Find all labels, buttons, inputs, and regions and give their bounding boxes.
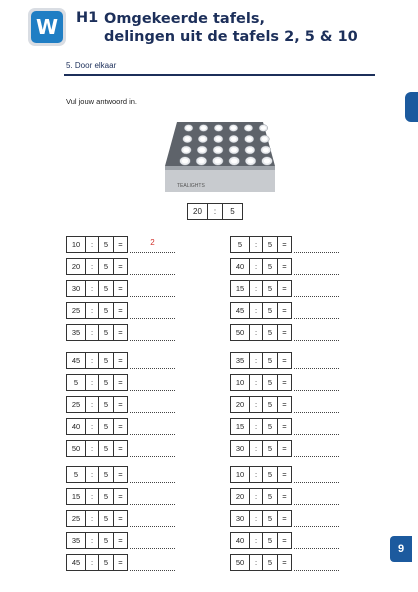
division-sign: : bbox=[85, 554, 99, 571]
division-sign: : bbox=[85, 418, 99, 435]
dividend-cell: 45 bbox=[230, 302, 250, 319]
equals-sign: = bbox=[277, 554, 292, 571]
divisor-cell: 5 bbox=[98, 466, 114, 483]
divisor-cell: 5 bbox=[262, 466, 278, 483]
tealight-wax bbox=[262, 137, 268, 141]
divisor-cell: 5 bbox=[98, 280, 114, 297]
exercise-row bbox=[66, 532, 175, 549]
dividend-cell: 15 bbox=[230, 418, 250, 435]
tealight-wax bbox=[246, 126, 251, 130]
exercise-row bbox=[66, 258, 175, 275]
exercise-row bbox=[230, 280, 339, 297]
divisor-cell: 5 bbox=[262, 258, 278, 275]
box-label: TEALIGHTS bbox=[177, 183, 205, 189]
division-sign: : bbox=[85, 324, 99, 341]
instruction-text: Vul jouw antwoord in. bbox=[66, 97, 138, 106]
divisor-cell: 5 bbox=[98, 396, 114, 413]
dividend-cell: 5 bbox=[66, 466, 86, 483]
division-sign: : bbox=[249, 374, 263, 391]
dividend-cell: 40 bbox=[230, 532, 250, 549]
equals-sign: = bbox=[277, 280, 292, 297]
equals-sign: = bbox=[113, 510, 128, 527]
equals-sign: = bbox=[277, 258, 292, 275]
answer-field[interactable] bbox=[130, 374, 175, 391]
dividend-cell: 20 bbox=[230, 396, 250, 413]
answer-field[interactable] bbox=[294, 510, 339, 527]
side-tab-marker bbox=[405, 92, 418, 122]
answer-field[interactable] bbox=[130, 418, 175, 435]
division-sign: : bbox=[249, 324, 263, 341]
tealight-wax bbox=[200, 137, 206, 141]
dividend-cell: 30 bbox=[230, 440, 250, 457]
answer-field[interactable] bbox=[130, 532, 175, 549]
equals-sign: = bbox=[113, 352, 128, 369]
exercise-row bbox=[230, 324, 339, 341]
divisor-cell: 5 bbox=[98, 440, 114, 457]
answer-field[interactable] bbox=[130, 258, 175, 275]
divisor-cell: 5 bbox=[262, 532, 278, 549]
dividend-cell: 40 bbox=[230, 258, 250, 275]
divisor-cell: 5 bbox=[98, 302, 114, 319]
division-sign: : bbox=[249, 510, 263, 527]
division-sign: : bbox=[249, 532, 263, 549]
divisor-cell: 5 bbox=[98, 352, 114, 369]
division-sign: : bbox=[249, 352, 263, 369]
division-sign: : bbox=[249, 236, 263, 253]
equals-sign: = bbox=[113, 488, 128, 505]
divisor-cell: 5 bbox=[262, 510, 278, 527]
exercise-row bbox=[230, 374, 339, 391]
exercise-row bbox=[66, 488, 175, 505]
dividend-cell: 35 bbox=[66, 532, 86, 549]
example-equation bbox=[187, 203, 242, 220]
exercise-row bbox=[230, 488, 339, 505]
exercise-row bbox=[66, 280, 175, 297]
dividend-cell: 20 bbox=[230, 488, 250, 505]
exercise-row bbox=[66, 236, 175, 253]
tealight-wax bbox=[246, 137, 252, 141]
page-title bbox=[104, 10, 358, 46]
divisor-cell: 5 bbox=[262, 418, 278, 435]
dividend-cell: 30 bbox=[66, 280, 86, 297]
answer-field[interactable] bbox=[294, 418, 339, 435]
divisor-cell: 5 bbox=[98, 258, 114, 275]
exercise-row bbox=[230, 440, 339, 457]
tealight-wax bbox=[263, 148, 269, 153]
dividend-cell: 15 bbox=[230, 280, 250, 297]
equals-sign: = bbox=[277, 352, 292, 369]
tealight-wax bbox=[186, 126, 191, 130]
exercise-row bbox=[66, 374, 175, 391]
division-sign: : bbox=[249, 440, 263, 457]
answer-field[interactable] bbox=[130, 466, 175, 483]
exercise-row bbox=[66, 302, 175, 319]
answer-field[interactable] bbox=[130, 302, 175, 319]
tealight-wax bbox=[216, 126, 221, 130]
equals-sign: = bbox=[277, 302, 292, 319]
division-sign: : bbox=[249, 396, 263, 413]
title-line-1: Omgekeerde tafels, bbox=[104, 11, 265, 27]
tealight-wax bbox=[231, 159, 237, 164]
dividend-cell: 40 bbox=[66, 418, 86, 435]
divisor-cell: 5 bbox=[262, 374, 278, 391]
division-sign: : bbox=[249, 280, 263, 297]
exercise-row bbox=[230, 418, 339, 435]
dividend-cell: 25 bbox=[66, 396, 86, 413]
equals-sign: = bbox=[277, 466, 292, 483]
exercise-row bbox=[66, 510, 175, 527]
tealight-wax bbox=[182, 159, 188, 164]
equals-sign: = bbox=[113, 532, 128, 549]
division-sign: : bbox=[85, 302, 99, 319]
page-number: 9 bbox=[390, 536, 412, 562]
dividend-cell: 30 bbox=[230, 510, 250, 527]
equals-sign: = bbox=[277, 396, 292, 413]
divisor-cell: 5 bbox=[98, 374, 114, 391]
equals-sign: = bbox=[113, 280, 128, 297]
equals-sign: = bbox=[277, 440, 292, 457]
tealight-wax bbox=[231, 148, 237, 153]
tealight-wax bbox=[215, 159, 221, 164]
equals-sign: = bbox=[113, 258, 128, 275]
logo-letter: W bbox=[31, 11, 63, 43]
divisor-cell: 5 bbox=[262, 236, 278, 253]
section-divider bbox=[64, 74, 375, 76]
tealight-wax bbox=[247, 159, 253, 164]
answer-field[interactable] bbox=[294, 554, 339, 571]
divisor-cell: 5 bbox=[98, 532, 114, 549]
answer-field[interactable] bbox=[294, 236, 339, 253]
equals-sign: = bbox=[277, 324, 292, 341]
dividend-cell: 35 bbox=[66, 324, 86, 341]
division-sign: : bbox=[85, 236, 99, 253]
answer-field[interactable] bbox=[294, 258, 339, 275]
exercise-row bbox=[66, 466, 175, 483]
exercise-row bbox=[230, 302, 339, 319]
dividend-cell: 25 bbox=[66, 302, 86, 319]
tealights-photo bbox=[163, 116, 277, 196]
division-sign: : bbox=[85, 352, 99, 369]
divisor-cell: 5 bbox=[98, 236, 114, 253]
division-sign: : bbox=[249, 488, 263, 505]
divisor-cell: 5 bbox=[98, 554, 114, 571]
answer-field[interactable] bbox=[294, 532, 339, 549]
exercise-row bbox=[66, 440, 175, 457]
division-sign: : bbox=[85, 532, 99, 549]
answer-field[interactable] bbox=[294, 396, 339, 413]
division-sign: : bbox=[249, 418, 263, 435]
exercise-row bbox=[66, 554, 175, 571]
divisor-cell: 5 bbox=[98, 488, 114, 505]
dividend-cell: 5 bbox=[66, 374, 86, 391]
dividend-cell: 10 bbox=[230, 466, 250, 483]
divisor-cell: 5 bbox=[262, 324, 278, 341]
equals-sign: = bbox=[277, 418, 292, 435]
exercise-row bbox=[230, 258, 339, 275]
dividend-cell: 10 bbox=[230, 374, 250, 391]
exercise-row bbox=[230, 466, 339, 483]
division-sign: : bbox=[85, 440, 99, 457]
dividend-cell: 50 bbox=[230, 554, 250, 571]
exercise-row bbox=[66, 418, 175, 435]
dividend-cell: 5 bbox=[230, 236, 250, 253]
answer-field[interactable] bbox=[294, 374, 339, 391]
equals-sign: = bbox=[113, 466, 128, 483]
dividend-cell: 50 bbox=[66, 440, 86, 457]
equals-sign: = bbox=[113, 396, 128, 413]
division-sign: : bbox=[249, 554, 263, 571]
exercise-row bbox=[66, 324, 175, 341]
dividend-cell: 45 bbox=[66, 352, 86, 369]
dividend-cell: 10 bbox=[66, 236, 86, 253]
exercise-row bbox=[66, 396, 175, 413]
tealight-wax bbox=[183, 148, 189, 153]
tealight-wax bbox=[201, 126, 206, 130]
section-label: 5. Door elkaar bbox=[66, 61, 117, 70]
division-sign: : bbox=[249, 302, 263, 319]
equals-sign: = bbox=[113, 418, 128, 435]
answer-field[interactable] bbox=[130, 352, 175, 369]
exercise-row bbox=[230, 554, 339, 571]
dividend-cell: 25 bbox=[66, 510, 86, 527]
dividend-cell: 50 bbox=[230, 324, 250, 341]
divisor-cell: 5 bbox=[262, 302, 278, 319]
exercise-row bbox=[230, 396, 339, 413]
answer-field[interactable]: 2 bbox=[130, 236, 175, 253]
tealight-wax bbox=[231, 137, 237, 141]
answer-field[interactable] bbox=[294, 440, 339, 457]
answer-field[interactable] bbox=[294, 352, 339, 369]
answer-field[interactable] bbox=[130, 396, 175, 413]
answer-field[interactable] bbox=[294, 280, 339, 297]
division-sign: : bbox=[85, 396, 99, 413]
divisor-cell: 5 bbox=[262, 488, 278, 505]
exercise-row bbox=[230, 532, 339, 549]
division-sign: : bbox=[85, 488, 99, 505]
equals-sign: = bbox=[277, 374, 292, 391]
tealight-wax bbox=[198, 159, 204, 164]
division-sign: : bbox=[85, 280, 99, 297]
division-sign: : bbox=[249, 466, 263, 483]
divisor-cell: 5 bbox=[262, 554, 278, 571]
example-operator: : bbox=[207, 203, 223, 220]
divisor-cell: 5 bbox=[262, 280, 278, 297]
answer-field[interactable] bbox=[130, 554, 175, 571]
dividend-cell: 20 bbox=[66, 258, 86, 275]
equals-sign: = bbox=[277, 488, 292, 505]
divisor-cell: 5 bbox=[262, 440, 278, 457]
tealight-wax bbox=[215, 148, 221, 153]
division-sign: : bbox=[85, 466, 99, 483]
equals-sign: = bbox=[113, 236, 128, 253]
tealight-wax bbox=[264, 159, 270, 164]
tealight-wax bbox=[231, 126, 236, 130]
equals-sign: = bbox=[113, 324, 128, 341]
answer-field[interactable] bbox=[130, 324, 175, 341]
division-sign: : bbox=[85, 374, 99, 391]
equals-sign: = bbox=[113, 554, 128, 571]
divisor-cell: 5 bbox=[98, 418, 114, 435]
answer-field[interactable] bbox=[294, 488, 339, 505]
tealight-wax bbox=[261, 126, 266, 130]
divisor-cell: 5 bbox=[262, 396, 278, 413]
tealight-wax bbox=[247, 148, 253, 153]
exercise-row bbox=[230, 236, 339, 253]
divisor-cell: 5 bbox=[262, 352, 278, 369]
exercise-row bbox=[230, 352, 339, 369]
answer-field[interactable] bbox=[294, 324, 339, 341]
answer-field[interactable] bbox=[130, 510, 175, 527]
equals-sign: = bbox=[113, 302, 128, 319]
equals-sign: = bbox=[277, 236, 292, 253]
divisor-cell: 5 bbox=[98, 510, 114, 527]
division-sign: : bbox=[85, 258, 99, 275]
divisor-cell: 5 bbox=[98, 324, 114, 341]
answer-field[interactable] bbox=[130, 488, 175, 505]
title-line-2: delingen uit de tafels 2, 5 & 10 bbox=[104, 29, 358, 45]
answer-field[interactable] bbox=[130, 280, 175, 297]
division-sign: : bbox=[249, 258, 263, 275]
tealight-wax bbox=[199, 148, 205, 153]
division-sign: : bbox=[85, 510, 99, 527]
example-divisor: 5 bbox=[222, 203, 243, 220]
tealight-wax bbox=[185, 137, 191, 141]
equals-sign: = bbox=[277, 532, 292, 549]
equals-sign: = bbox=[113, 440, 128, 457]
answer-field[interactable] bbox=[130, 440, 175, 457]
exercise-row bbox=[230, 510, 339, 527]
dividend-cell: 45 bbox=[66, 554, 86, 571]
equals-sign: = bbox=[113, 374, 128, 391]
exercise-row bbox=[66, 352, 175, 369]
dividend-cell: 15 bbox=[66, 488, 86, 505]
example-dividend: 20 bbox=[187, 203, 208, 220]
chapter-code: H1 bbox=[76, 10, 99, 26]
dividend-cell: 35 bbox=[230, 352, 250, 369]
equals-sign: = bbox=[277, 510, 292, 527]
answer-field[interactable] bbox=[294, 466, 339, 483]
method-logo bbox=[28, 8, 66, 46]
answer-field[interactable] bbox=[294, 302, 339, 319]
tealight-wax bbox=[215, 137, 221, 141]
